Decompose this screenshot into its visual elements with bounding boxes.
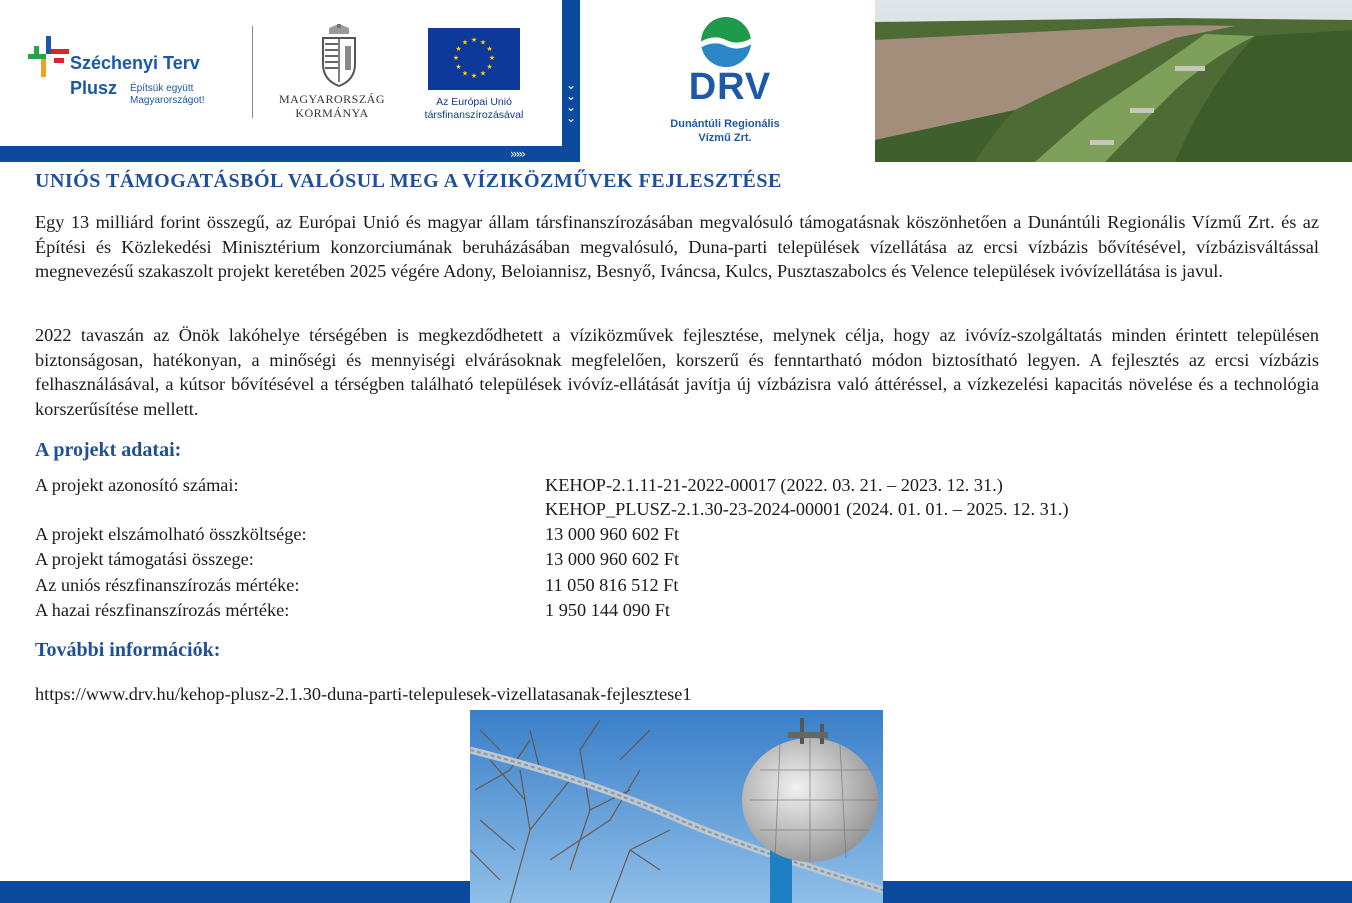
chevron-right-icon: ››››› (510, 147, 524, 161)
project-id-value-1: KEHOP-2.1.11-21-2022-00017 (2022. 03. 21. – 2023. 12. 31.) (545, 475, 1003, 495)
szechenyi-slogan (130, 83, 225, 107)
drv-subtitle-line-1: Dunántúli Regionális (670, 118, 780, 130)
government-line-2: KORMÁNYA (295, 106, 369, 120)
svg-text:★: ★ (486, 45, 493, 53)
intro-paragraph: Egy 13 milliárd forint összegű, az Európai Unió és magyar állam társfinanszírozásában megvalósuló támogatásnak köszönhetően a Dunántúli Regionális Vízmű Zrt. és az Építési és Közlekedési Minisztérium konzorciumának beruházásában megvalósuló, Duna-parti települések vízellátása az ercsi vízbázis bővítésével, vízbázisváltással megnevezésű szakaszolt projekt keretében 2025 végére Adony, Beloiannisz, Besnyő, Iváncsa, Kulcs, Pusztaszabolcs és Velence települések ivóvízellátása is javul. (35, 212, 1319, 281)
eu-line-2: társfinanszírozásával (424, 109, 524, 121)
eu-cofinancing-label: Az uniós részfinanszírozás mértéke: (35, 575, 300, 595)
support-amount-label: A projekt támogatási összege: (35, 549, 254, 569)
svg-text:★: ★ (479, 38, 487, 47)
szechenyi-title: Széchenyi Terv (70, 53, 200, 73)
svg-text:★: ★ (452, 54, 460, 62)
eu-flag-icon (428, 28, 520, 90)
header-blue-band (0, 146, 580, 162)
page-title: UNIÓS TÁMOGATÁSBÓL VALÓSUL MEG A VÍZIKÖZMŰVEK FEJLESZTÉSE (35, 170, 782, 192)
svg-text:★: ★ (488, 54, 496, 62)
svg-text:★: ★ (461, 69, 469, 78)
svg-text:★: ★ (470, 72, 478, 80)
water-tower-photo (470, 710, 883, 903)
details-paragraph: 2022 tavaszán az Önök lakóhelye térségében is megkezdődhetett a víziközművek fejlesztése, melynek célja, hogy az ivóvíz-szolgáltatás minden érintett településen biztonságosan, hatékonyan, a minőségi és mennyiségi elvárásoknak megfelelően, korszerű és fenntartható módon biztosítható legyen. A fejlesztés az ercsi vízbázis felhasználásával, a kútsor bővítésével a térségben található települések ivóvíz-ellátását javítja új vízbázisra való áttéréssel, a vízkezelési kapacitás növelése és a technológia korszerűsítése mellett. (35, 325, 1319, 419)
eu-line-1: Az Európai Unió (436, 96, 512, 108)
drv-subtitle-line-2: Vízmű Zrt. (698, 132, 752, 144)
svg-text:★: ★ (461, 38, 469, 47)
eu-cofinancing-value: 11 050 816 512 Ft (545, 575, 679, 595)
project-id-value-2: KEHOP_PLUSZ-2.1.30-23-2024-00001 (2024. 01. 01. – 2025. 12. 31.) (545, 499, 1069, 519)
szechenyi-slogan-line-2: Magyarországot! (130, 95, 205, 106)
szechenyi-logo-icon (26, 34, 74, 82)
drv-logo-text: DRV (688, 66, 772, 108)
szechenyi-slogan-line-1: Építsük együtt (130, 83, 194, 94)
svg-text:★: ★ (455, 63, 462, 71)
svg-text:★: ★ (486, 63, 493, 71)
coat-of-arms-icon (315, 24, 363, 88)
eligible-cost-label: A projekt elszámolható összköltsége: (35, 524, 307, 544)
river-aerial-photo (875, 0, 1352, 162)
domestic-cofinancing-label: A hazai részfinanszírozás mértéke: (35, 600, 290, 620)
eligible-cost-value: 13 000 960 602 Ft (545, 524, 680, 544)
more-info-link[interactable]: https://www.drv.hu/kehop-plusz-2.1.30-duna-parti-telepulesek-vizellatasanak-fejlesztese1 (35, 684, 692, 704)
szechenyi-plus: Plusz (70, 78, 118, 98)
government-line-1: MAGYARORSZÁG (278, 92, 385, 106)
project-id-label: A projekt azonosító számai: (35, 475, 239, 495)
project-data-heading: A projekt adatai: (35, 439, 182, 461)
support-amount-value: 13 000 960 602 Ft (545, 549, 680, 569)
chevron-down-icon: ⌄ ⌄ ⌄ ⌄ (565, 78, 577, 125)
drv-logo-icon (700, 16, 752, 68)
domestic-cofinancing-value: 1 950 144 090 Ft (545, 600, 670, 620)
logo-separator (252, 26, 253, 118)
svg-text:★: ★ (479, 69, 487, 78)
more-info-heading: További információk: (35, 639, 221, 661)
svg-text:★: ★ (455, 45, 462, 53)
svg-text:★: ★ (470, 36, 478, 44)
